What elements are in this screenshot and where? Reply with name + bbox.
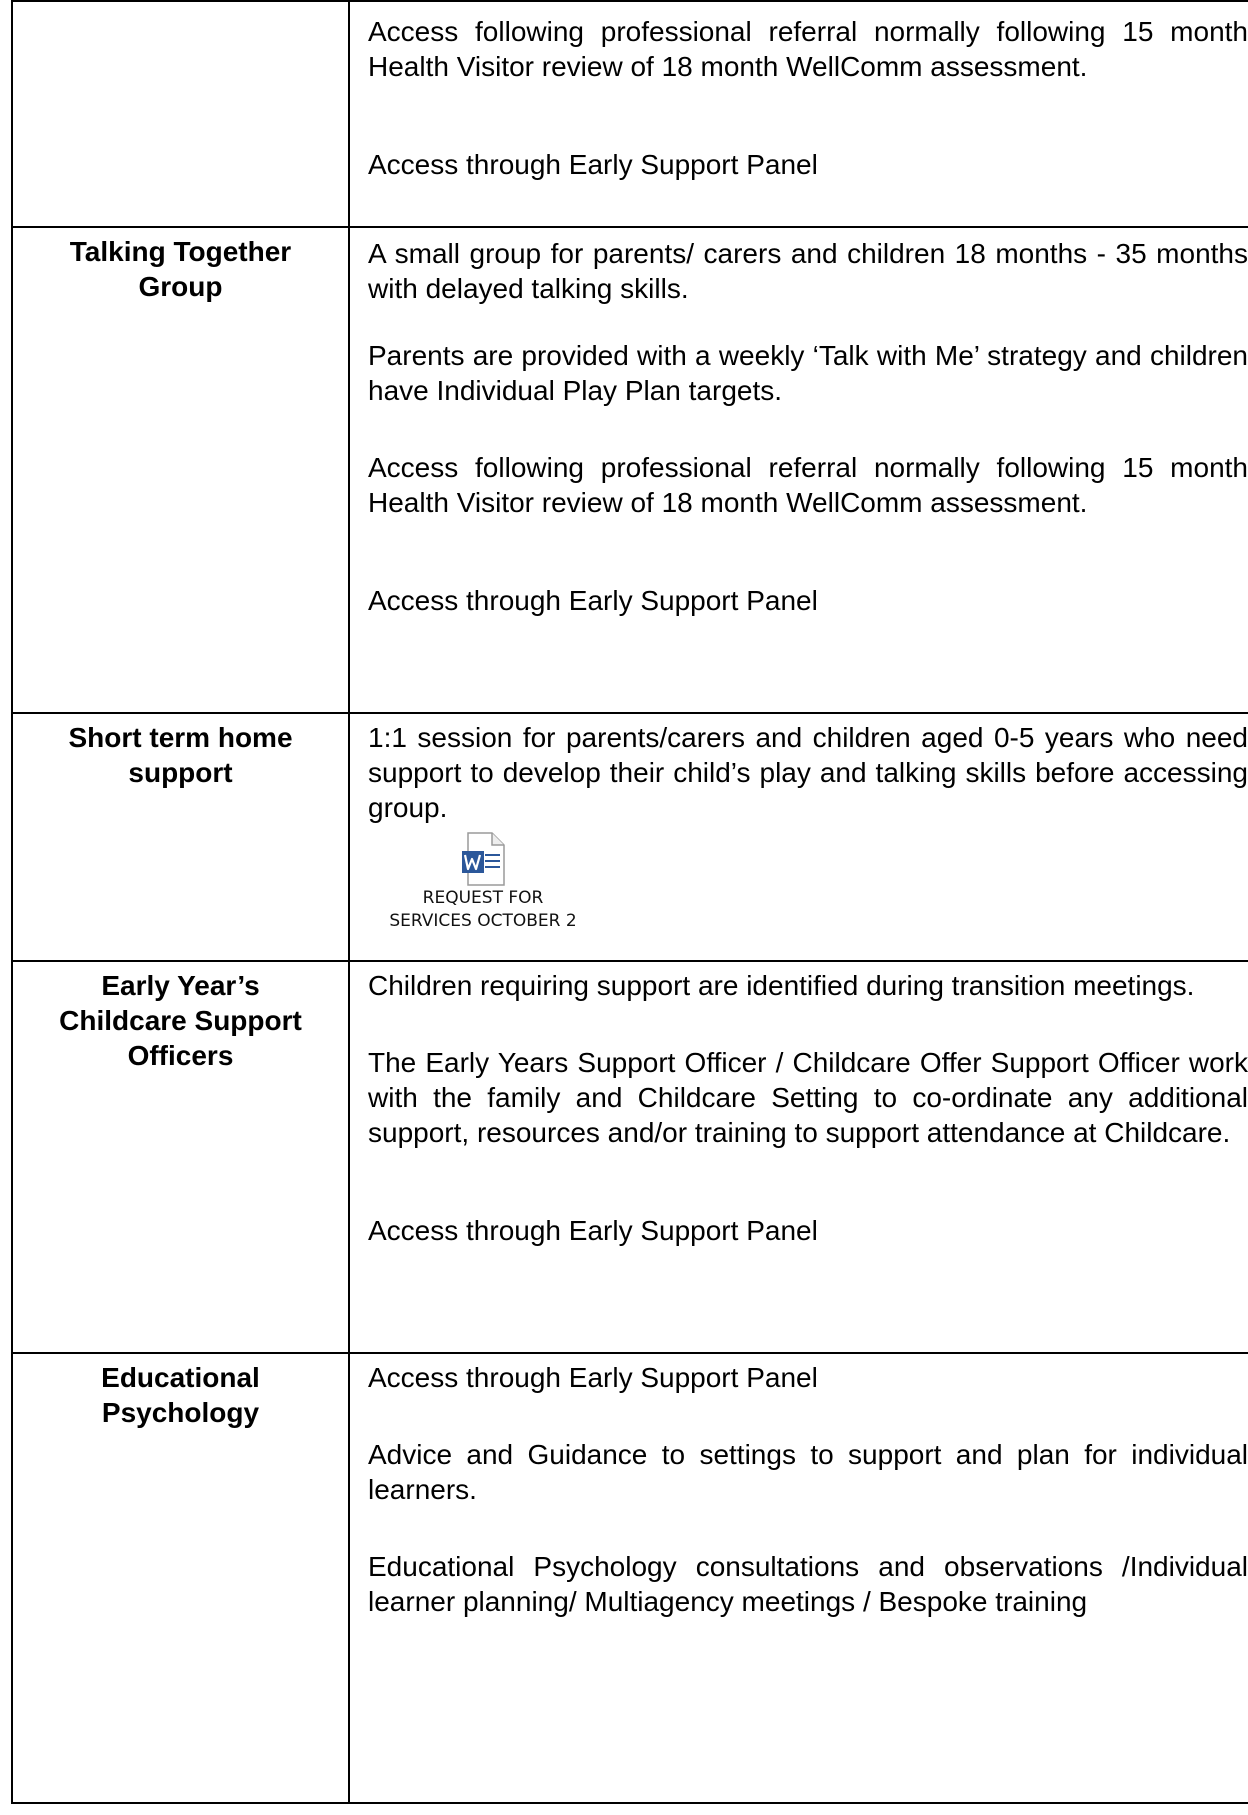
access-paragraph: Access through Early Support Panel bbox=[368, 1215, 818, 1246]
service-description-cell bbox=[349, 227, 1248, 713]
table-row bbox=[12, 713, 1248, 961]
embedded-word-document[interactable] bbox=[368, 825, 598, 935]
service-name: Early Year’s Childcare Support Officers bbox=[59, 970, 302, 1071]
service-name: Educational Psychology bbox=[101, 1362, 260, 1428]
table-row bbox=[12, 1353, 1248, 1803]
support-officer-paragraph: The Early Years Support Officer / Childcare Offer Support Officer work with the family and Childcare Setting to co-ordinate any additional support, resources and/or training to support attendance at Childcare. bbox=[368, 1047, 1248, 1148]
service-name-cell bbox=[12, 1353, 349, 1803]
service-description-cell bbox=[349, 1, 1248, 227]
services-table bbox=[11, 0, 1248, 1804]
service-description-cell bbox=[349, 713, 1248, 961]
consultations-paragraph: Educational Psychology consultations and observations /Individual learner planning/ Multiagency meetings / Bespoke training bbox=[368, 1551, 1248, 1617]
access-paragraph: Access through Early Support Panel bbox=[368, 585, 818, 616]
strategy-paragraph: Parents are provided with a weekly ‘Talk with Me’ strategy and children have Individual Play Plan targets. bbox=[368, 340, 1248, 406]
identification-paragraph: Children requiring support are identified during transition meetings. bbox=[368, 970, 1195, 1001]
service-name-cell bbox=[12, 713, 349, 961]
service-name-cell bbox=[12, 961, 349, 1353]
service-name: Short term home support bbox=[68, 722, 293, 788]
table-row bbox=[12, 1, 1248, 227]
home-support-paragraph: 1:1 session for parents/carers and children aged 0-5 years who need support to develop their child’s play and talking skills before accessing group. bbox=[368, 722, 1248, 823]
service-description-cell bbox=[349, 1353, 1248, 1803]
referral-paragraph: Access following professional referral normally following 15 month Health Visitor review of 18 month WellComm assessment. bbox=[368, 452, 1248, 518]
access-paragraph: Access through Early Support Panel bbox=[368, 1362, 818, 1393]
group-description-paragraph: A small group for parents/ carers and children 18 months - 35 months with delayed talking skills. bbox=[368, 238, 1248, 304]
table-row bbox=[12, 961, 1248, 1353]
access-paragraph: Access through Early Support Panel bbox=[368, 149, 818, 180]
embedded-doc-caption-line2: SERVICES OCTOBER 2 bbox=[389, 911, 577, 931]
embedded-doc-caption-line1: REQUEST FOR bbox=[422, 888, 544, 908]
table-row bbox=[12, 227, 1248, 713]
advice-paragraph: Advice and Guidance to settings to support and plan for individual learners. bbox=[368, 1439, 1248, 1505]
service-name: Talking Together Group bbox=[69, 236, 292, 302]
service-description-cell bbox=[349, 961, 1248, 1353]
word-document-icon bbox=[458, 831, 508, 887]
service-name-cell bbox=[12, 227, 349, 713]
service-name-cell bbox=[12, 1, 349, 227]
referral-paragraph: Access following professional referral normally following 15 month Health Visitor review of 18 month WellComm assessment. bbox=[368, 16, 1248, 82]
